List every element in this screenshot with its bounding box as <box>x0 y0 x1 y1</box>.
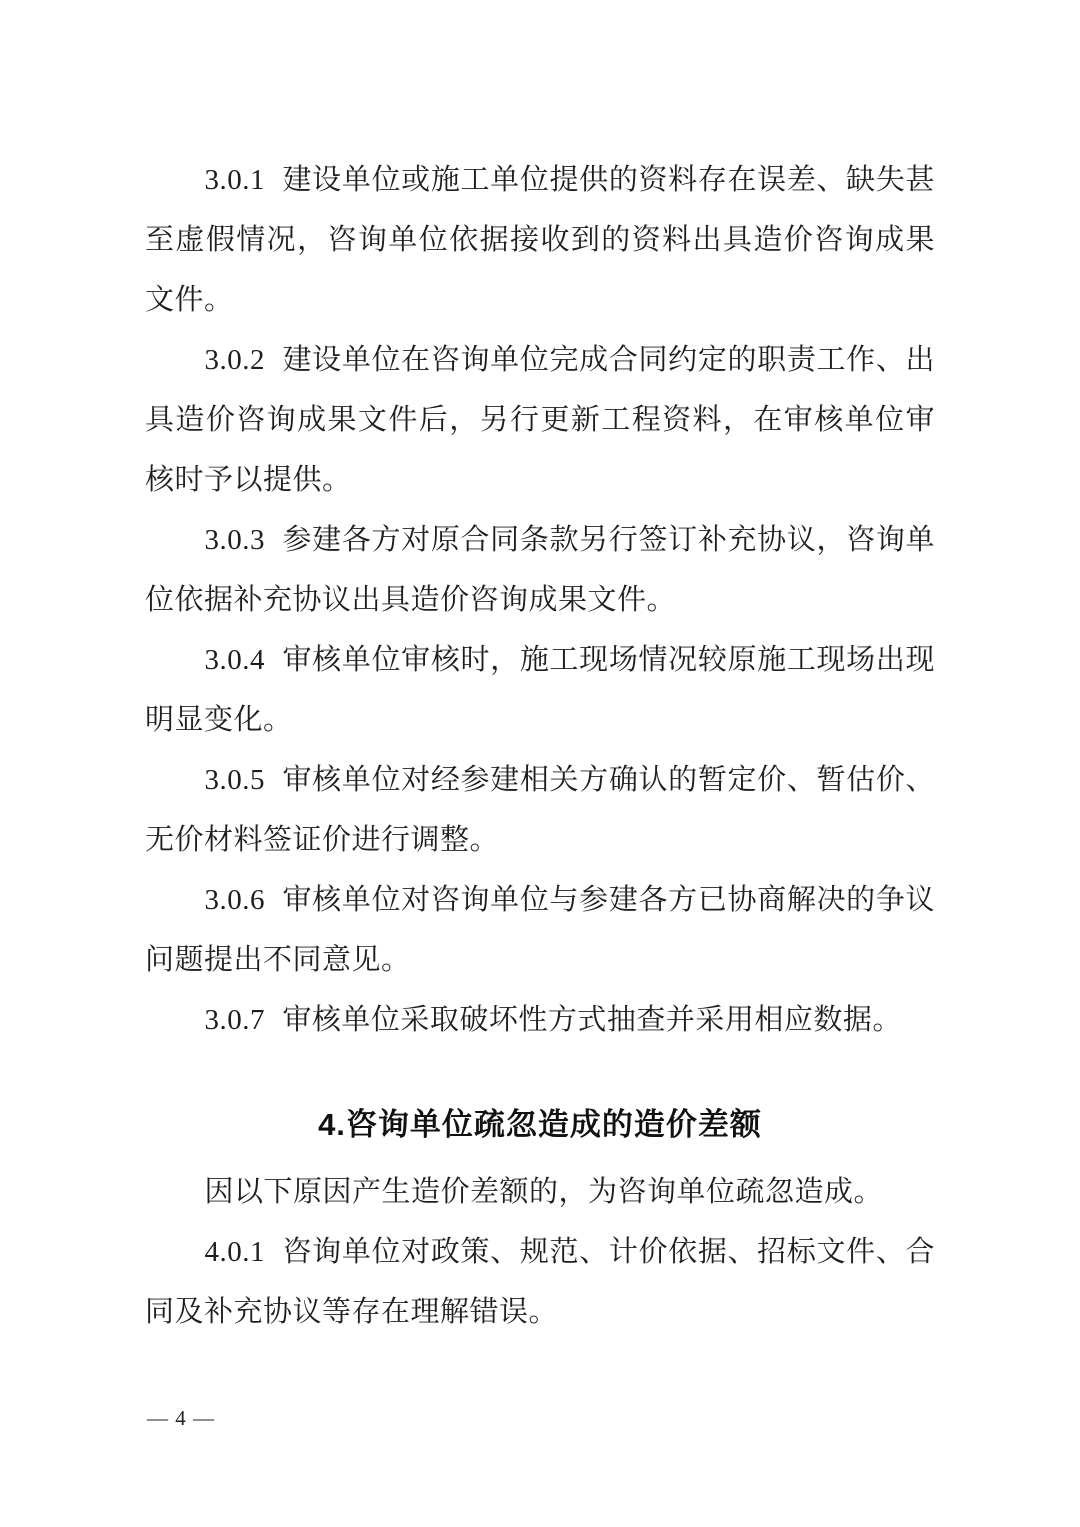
page-number: — 4 — <box>147 1406 215 1430</box>
clause-text: 建设单位或施工单位提供的资料存在误差、缺失甚至虚假情况，咨询单位依据接收到的资料出具造价咨询成果文件。 <box>145 164 935 316</box>
clause-number: 4.0.1 <box>204 1236 265 1268</box>
clause-text: 审核单位对经参建相关方确认的暂定价、暂估价、无价材料签证价进行调整。 <box>145 764 935 856</box>
clause-3-0-1 <box>145 150 935 330</box>
section-4-intro: 因以下原因产生造价差额的，为咨询单位疏忽造成。 <box>204 1176 883 1208</box>
clause-text: 审核单位对咨询单位与参建各方已协商解决的争议问题提出不同意见。 <box>145 884 935 976</box>
clause-3-0-6 <box>145 870 935 990</box>
clause-text: 建设单位在咨询单位完成合同约定的职责工作、出具造价咨询成果文件后，另行更新工程资料，在审核单位审核时予以提供。 <box>145 344 935 496</box>
clause-number: 3.0.1 <box>204 164 265 196</box>
clause-text: 参建各方对原合同条款另行签订补充协议，咨询单位依据补充协议出具造价咨询成果文件。 <box>145 524 935 616</box>
clause-number: 3.0.7 <box>204 1004 265 1036</box>
clause-number: 3.0.5 <box>204 764 265 796</box>
clause-text: 咨询单位对政策、规范、计价依据、招标文件、合同及补充协议等存在理解错误。 <box>145 1236 935 1328</box>
clause-number: 3.0.2 <box>204 344 265 376</box>
clause-3-0-4 <box>145 630 935 750</box>
clause-number: 3.0.3 <box>204 524 265 556</box>
clause-text: 审核单位采取破坏性方式抽查并采用相应数据。 <box>282 1004 902 1036</box>
page-content <box>145 150 935 1342</box>
clause-3-0-7 <box>145 990 935 1050</box>
clause-number: 3.0.6 <box>204 884 265 916</box>
clause-4-0-1 <box>145 1222 935 1342</box>
clause-number: 3.0.4 <box>204 644 265 676</box>
clause-3-0-2 <box>145 330 935 510</box>
section-4-heading: 4.咨询单位疏忽造成的造价差额 <box>318 1107 762 1142</box>
clause-3-0-3 <box>145 510 935 630</box>
clause-text: 审核单位审核时，施工现场情况较原施工现场出现明显变化。 <box>145 644 935 736</box>
clause-3-0-5 <box>145 750 935 870</box>
